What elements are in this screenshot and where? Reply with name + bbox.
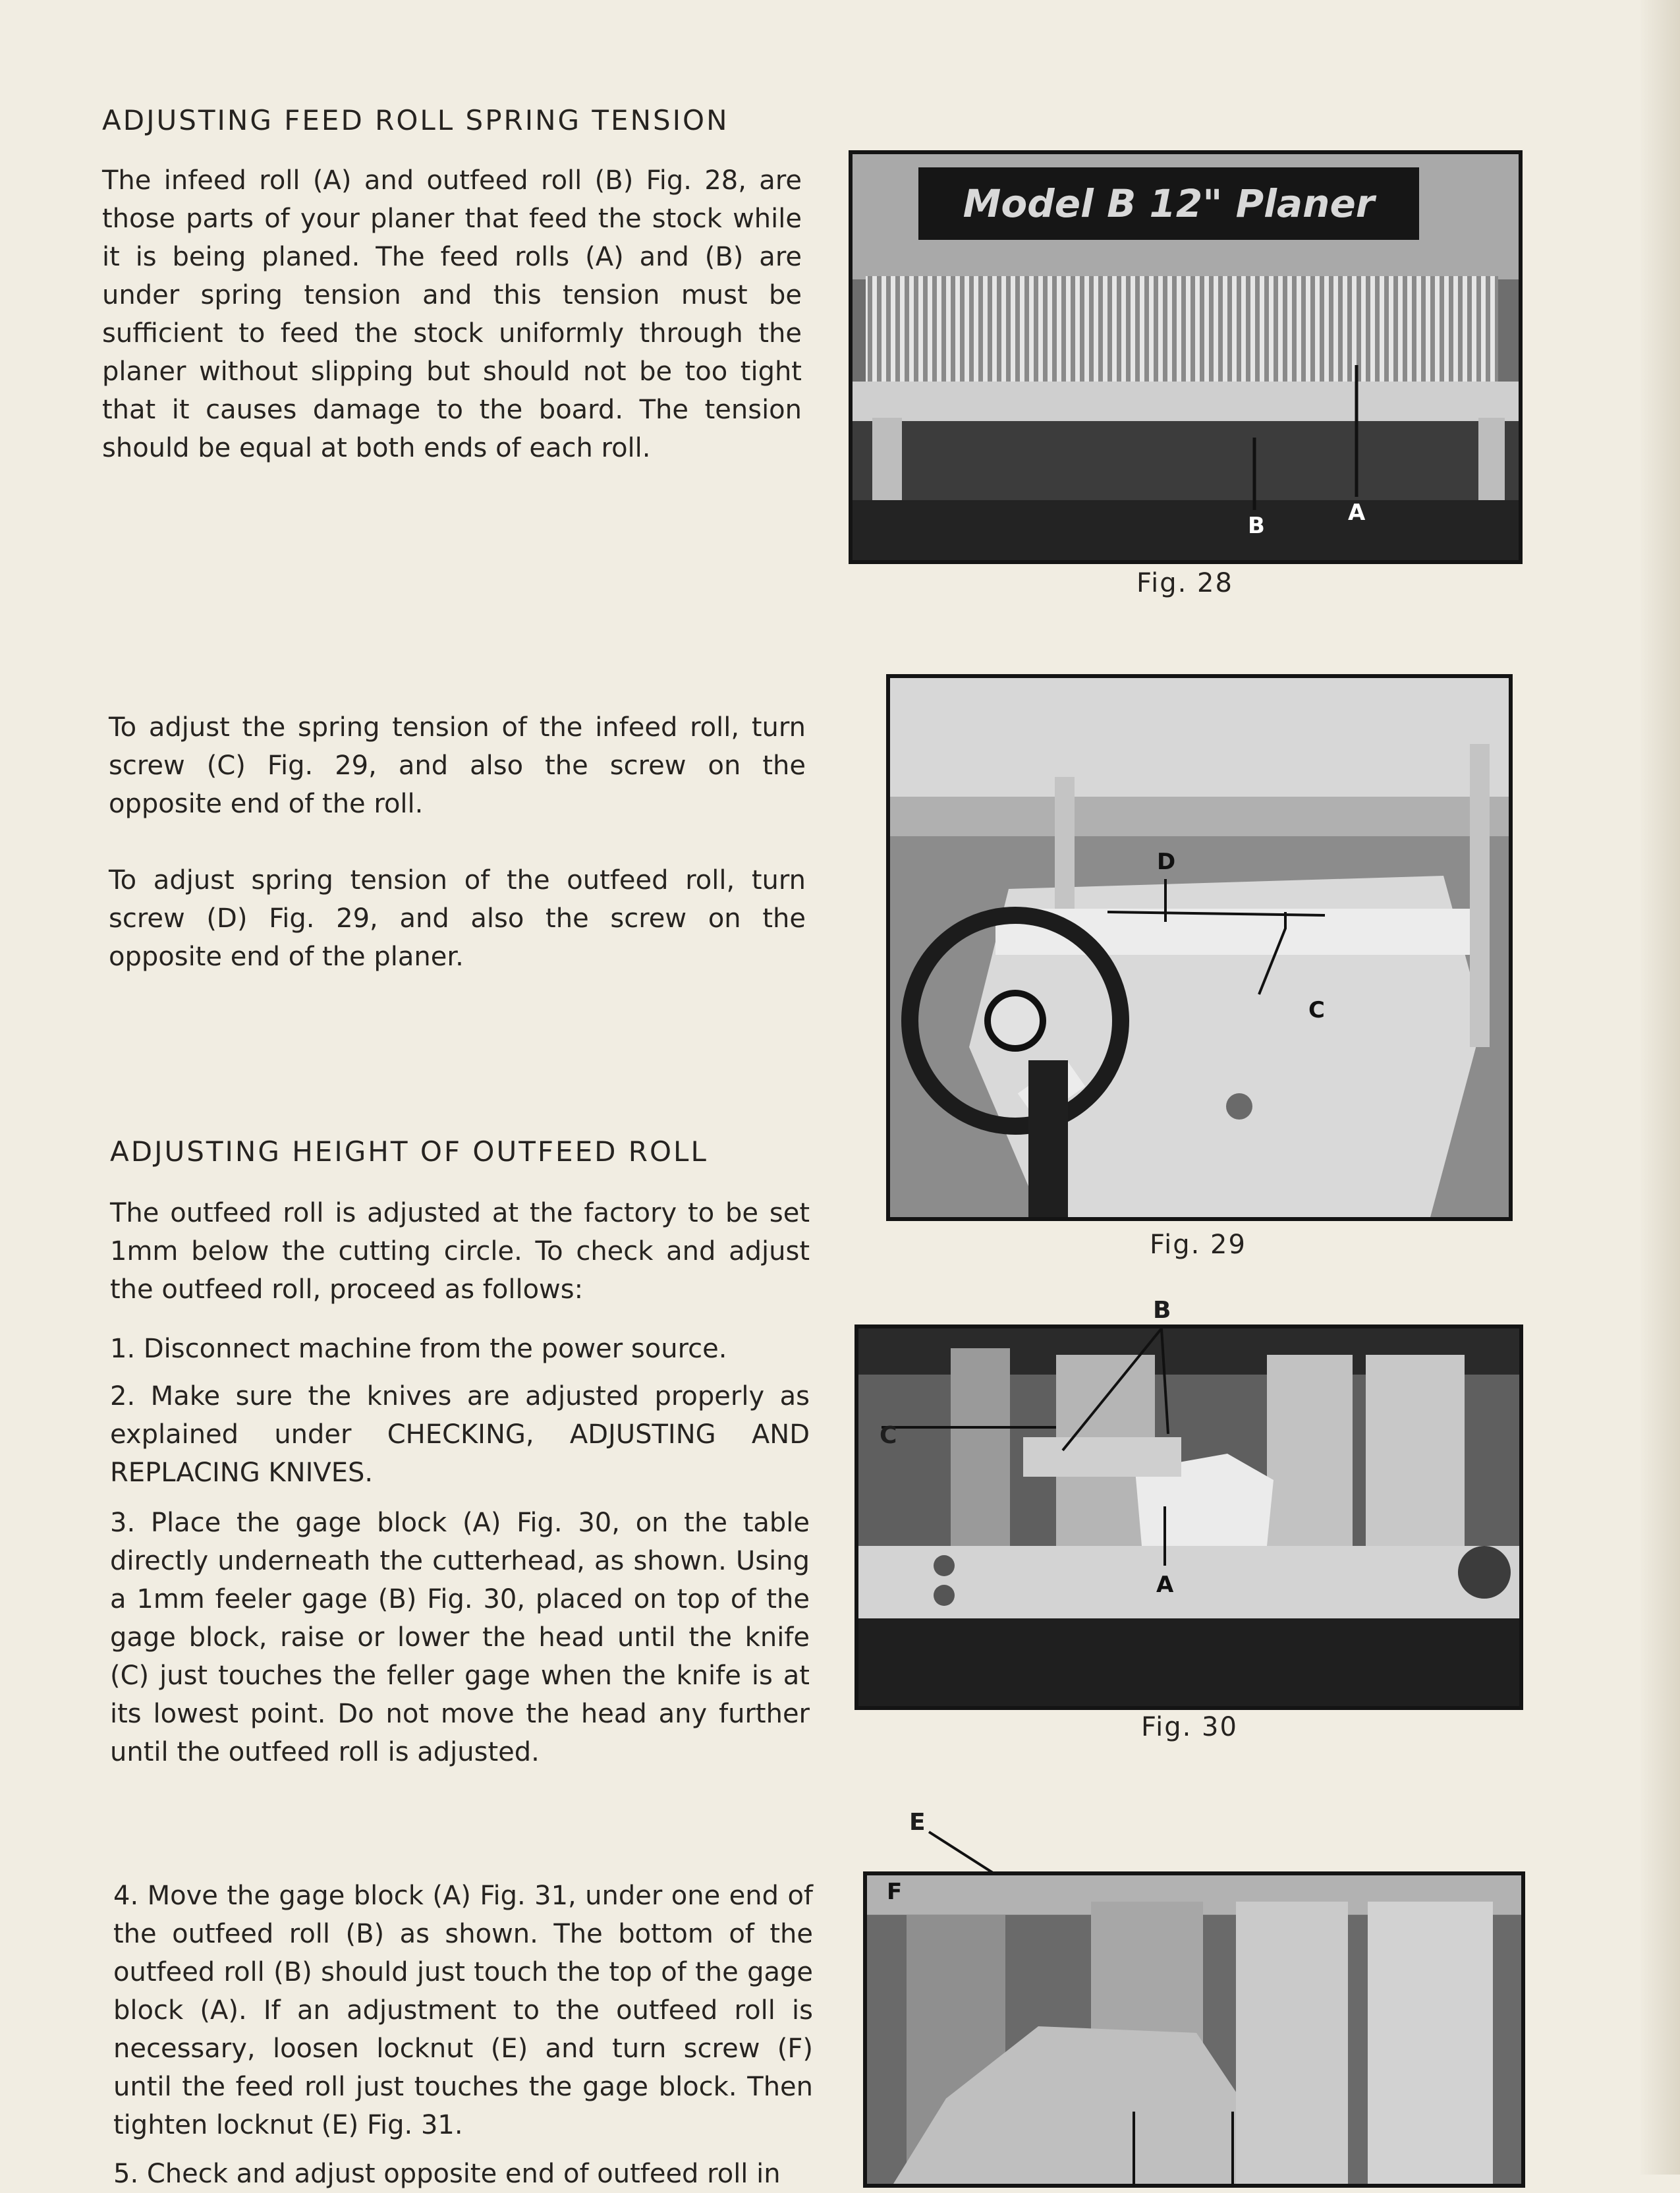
step-1: 1. Disconnect machine from the power source.	[110, 1334, 727, 1364]
page-edge-shadow	[1640, 0, 1680, 2175]
fig28-callout-b: B	[1248, 513, 1265, 539]
figure-31-photo	[863, 1871, 1525, 2188]
figure-30-photo	[854, 1324, 1523, 1710]
paragraph-outfeed-intro: The outfeed roll is adjusted at the factory to be set 1mm below the cutting circle. To check and adjust the outfeed roll, proceed as follows:	[110, 1198, 810, 1305]
figure-30-caption: Fig. 30	[1141, 1712, 1238, 1742]
fig29-callout-c: C	[1308, 997, 1325, 1023]
fig30-callout-a: A	[1156, 1572, 1174, 1598]
step-2: 2. Make sure the knives are adjusted properly as explained under CHECKING, ADJUSTING AND REPLACING KNIVES.	[110, 1381, 810, 1488]
paragraph-outfeed-adjust: To adjust spring tension of the outfeed roll, turn screw (D) Fig. 29, and also the screw on the opposite end of the planer.	[109, 865, 806, 972]
figure-29-caption: Fig. 29	[1150, 1230, 1246, 1260]
fig30-callout-c: C	[880, 1422, 897, 1449]
fig30-callout-b: B	[1153, 1297, 1171, 1324]
fig29-callout-d: D	[1157, 849, 1176, 875]
step-3: 3. Place the gage block (A) Fig. 30, on the table directly underneath the cutterhead, as shown. Using a 1mm feeler gage (B) Fig. 30, placed on top of the gage block, raise or lower the head until the knife (C) just touches the feller gage when the knife is at its lowest point. Do not move the head any further until the outfeed roll is adjusted.	[110, 1508, 810, 1767]
figure-28-caption: Fig. 28	[1136, 568, 1233, 598]
paragraph-infeed-adjust: To adjust the spring tension of the infeed roll, turn screw (C) Fig. 29, and also the screw on the opposite end of the roll.	[109, 712, 806, 819]
heading-feed-roll-spring-tension: ADJUSTING FEED ROLL SPRING TENSION	[102, 104, 729, 136]
fig31-callout-e: E	[909, 1809, 926, 1836]
figure-28-photo	[849, 150, 1523, 564]
nameplate-text: Model B 12" Planer	[963, 181, 1375, 226]
heading-outfeed-roll-height: ADJUSTING HEIGHT OF OUTFEED ROLL	[110, 1135, 708, 1168]
step-4: 4. Move the gage block (A) Fig. 31, under one end of the outfeed roll (B) as shown. The bottom of the outfeed roll (B) should just touch the top of the gage block (A). If an adjustment to the outfeed roll is necessary, loosen locknut (E) and turn screw (F) until the feed roll just touches the gage block. Then tighten locknut (E) Fig. 31.	[113, 1881, 813, 2140]
fig28-callout-a: A	[1348, 499, 1366, 526]
figure-29-photo	[886, 674, 1513, 1221]
step-5: 5. Check and adjust opposite end of outfeed roll in	[113, 2159, 781, 2189]
fig31-callout-f: F	[887, 1878, 903, 1904]
paragraph-feed-roll-intro: The infeed roll (A) and outfeed roll (B) Fig. 28, are those parts of your planer that feed the stock while it is being planed. The feed rolls (A) and (B) are under spring tension and this tension must be sufficient to feed the stock uniformly through the planer without slipping but should not be too tight that it causes damage to the board. The tension should be equal at both ends of each roll.	[102, 165, 802, 463]
